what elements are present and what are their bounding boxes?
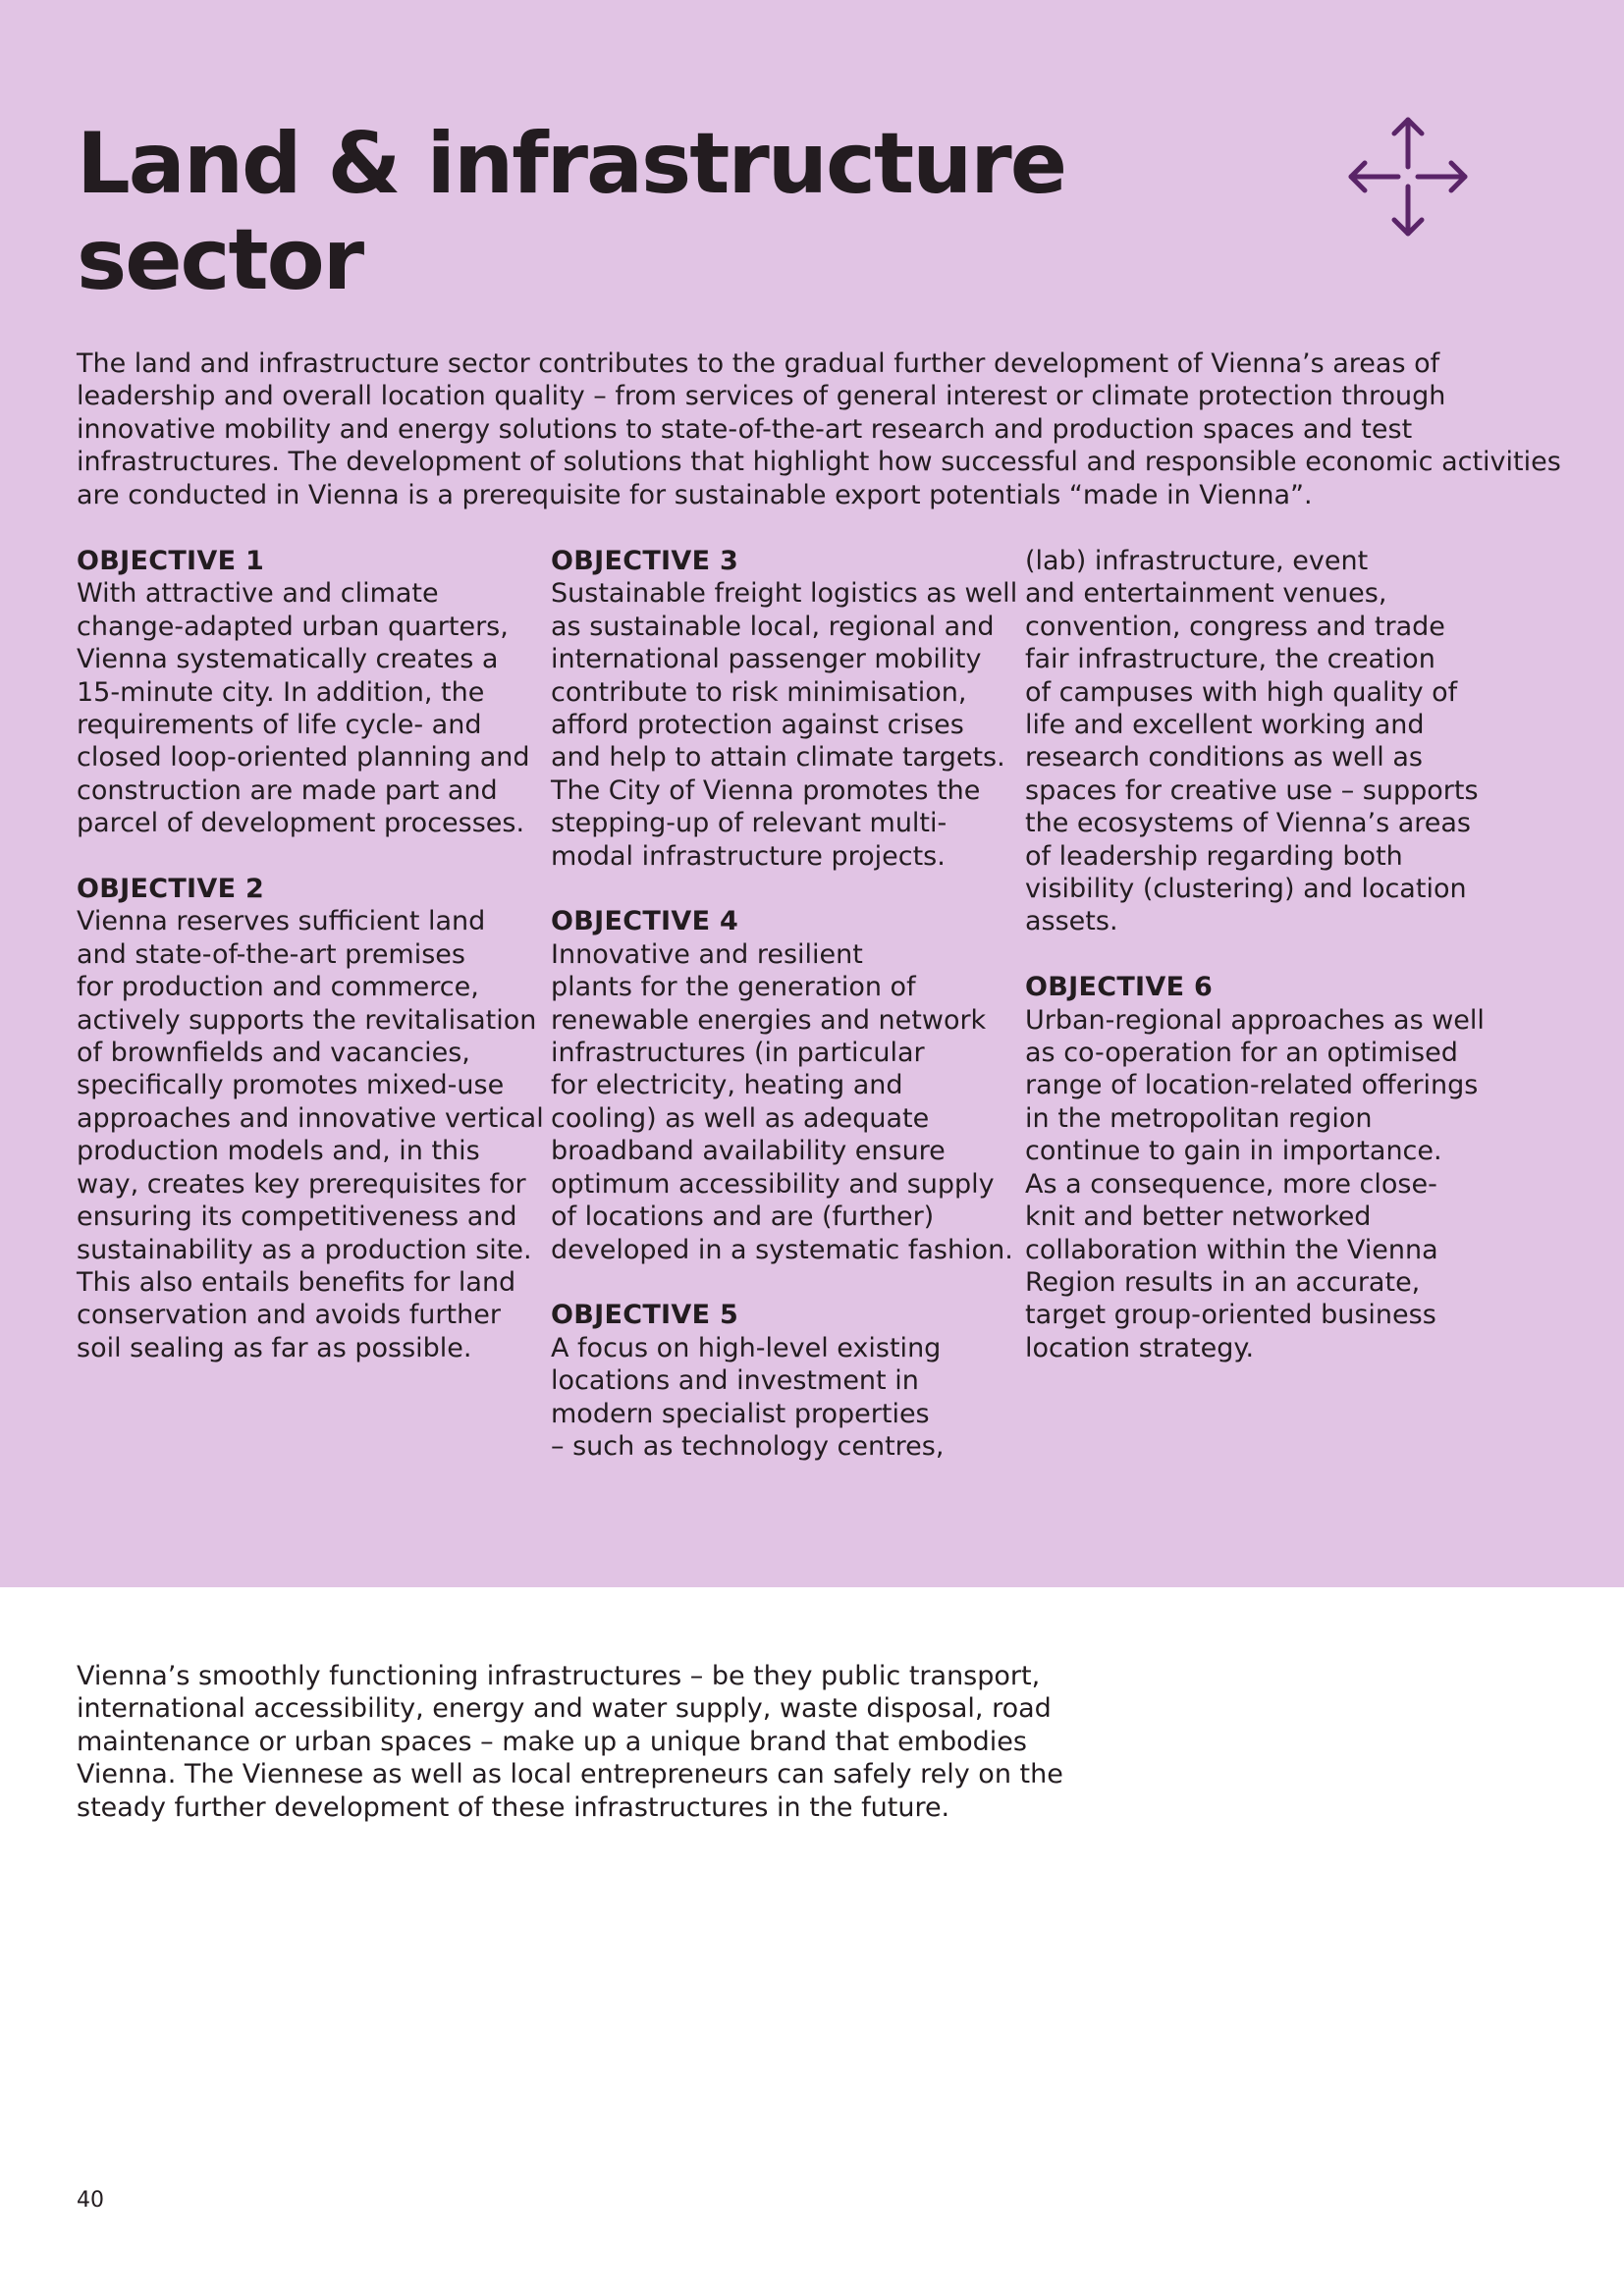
objective-1 (77, 545, 528, 840)
page-number: 40 (77, 2188, 104, 2213)
objective-text-line: for electricity, heating and (551, 1070, 903, 1101)
intro-line: leadership and overall location quality – from services of general interest or climate protection through (77, 381, 1446, 412)
objective-text-line: – such as technology centres, (551, 1430, 945, 1462)
objective-text-line: construction are made part and (77, 774, 498, 806)
objective-text-line: A focus on high-level existing (551, 1332, 942, 1363)
objective-text-line: research conditions as well as (1025, 742, 1423, 774)
objective-text-line: renewable energies and network (551, 1004, 987, 1036)
objective-text-line: modal infrastructure projects. (551, 840, 946, 872)
objective-text-line: The City of Vienna promotes the (551, 774, 981, 806)
objective-text-line: location strategy. (1025, 1332, 1255, 1363)
closing-line: maintenance or urban spaces – make up a unique brand that embodies (77, 1726, 1027, 1757)
objective-text-line: as sustainable local, regional and (551, 611, 995, 642)
objective-text-line: soil sealing as far as possible. (77, 1332, 472, 1363)
objective-text-line: As a consequence, more close- (1025, 1168, 1437, 1200)
objective-heading: OBJECTIVE 6 (1025, 972, 1214, 1003)
objective-text-line: requirements of life cycle- and (77, 710, 482, 741)
objective-text-line: approaches and innovative vertical (77, 1102, 544, 1134)
objective-text-line: conservation and avoids further (77, 1300, 501, 1331)
objective-text-line: 15-minute city. In addition, the (77, 676, 485, 708)
objective-text-line: (lab) infrastructure, event (1025, 546, 1369, 576)
objective-heading: OBJECTIVE 4 (551, 906, 739, 937)
four-way-arrows-icon (1345, 114, 1471, 240)
objective-text-line: of leadership regarding both (1025, 840, 1403, 872)
objective-text-line: and state-of-the-art premises (77, 938, 465, 970)
objective-text-line: of brownfields and vacancies, (77, 1038, 470, 1069)
objective-text-line: convention, congress and trade (1025, 611, 1445, 642)
closing-line: international accessibility, energy and water supply, waste disposal, road (77, 1693, 1052, 1725)
objective-heading: OBJECTIVE 2 (77, 874, 265, 905)
objective-text-line: broadband availability ensure (551, 1136, 946, 1167)
objective-text-line: With attractive and climate (77, 578, 439, 610)
objective-text-line: in the metropolitan region (1025, 1102, 1373, 1134)
closing-line: Vienna. The Viennese as well as local entrepreneurs can safely rely on the (77, 1759, 1063, 1790)
objective-text-line: change-adapted urban quarters, (77, 611, 509, 642)
objective-text-line: specifically promotes mixed-use (77, 1070, 505, 1101)
objective-text-line: life and excellent working and (1025, 710, 1425, 741)
objective-text-line: and help to attain climate targets. (551, 742, 1005, 774)
objective-text-line: modern specialist properties (551, 1398, 930, 1429)
objective-6 (1025, 971, 1485, 1364)
closing-line: Vienna’s smoothly functioning infrastructures – be they public transport, (77, 1661, 1041, 1691)
objectives-column-2 (551, 545, 1018, 1496)
objective-text-line: and entertainment venues, (1025, 578, 1387, 610)
objective-4 (551, 905, 1013, 1265)
objective-text-line: the ecosystems of Vienna’s areas (1025, 808, 1472, 839)
objective-text-line: afford protection against crises (551, 710, 964, 741)
objective-text-line: parcel of development processes. (77, 808, 525, 839)
objective-text-line: visibility (clustering) and location (1025, 874, 1467, 905)
intro-paragraph (77, 347, 1561, 511)
objective-heading: OBJECTIVE 3 (551, 546, 739, 576)
closing-paragraph (77, 1660, 1063, 1824)
title-line: sector (77, 211, 363, 309)
objective-text-line: for production and commerce, (77, 972, 479, 1003)
objective-text-line: production models and, in this (77, 1136, 480, 1167)
objective-text-line: target group-oriented business (1025, 1300, 1436, 1331)
objective-text-line: This also entails benefits for land (77, 1266, 516, 1298)
objectives-column-1 (77, 545, 544, 1398)
objective-text-line: knit and better networked (1025, 1201, 1372, 1233)
objective-text-line: as co-operation for an optimised (1025, 1038, 1458, 1069)
objective-text-line: sustainability as a production site. (77, 1234, 532, 1265)
page-title (77, 116, 1206, 308)
objective-text-line: range of location-related offerings (1025, 1070, 1479, 1101)
objective-text-line: of campuses with high quality of (1025, 676, 1458, 708)
objective-text-line: optimum accessibility and supply (551, 1168, 995, 1200)
objective-text-line: ensuring its competitiveness and (77, 1201, 517, 1233)
objective-heading: OBJECTIVE 1 (77, 546, 265, 576)
objective-text-line: assets. (1025, 906, 1118, 937)
objective-text-line: continue to gain in importance. (1025, 1136, 1442, 1167)
objective-text-line: locations and investment in (551, 1365, 919, 1397)
objective-text-line: stepping-up of relevant multi- (551, 808, 947, 839)
objective-text-line: fair infrastructure, the creation (1025, 644, 1435, 675)
objective-text-line: developed in a systematic fashion. (551, 1234, 1013, 1265)
objective-text-line: spaces for creative use – supports (1025, 774, 1479, 806)
objective-heading: OBJECTIVE 5 (551, 1300, 739, 1331)
objective-text-line: Sustainable freight logistics as well (551, 578, 1018, 610)
objective-5-continued (1025, 545, 1477, 938)
objective-text-line: Innovative and resilient (551, 938, 863, 970)
intro-line: infrastructures. The development of solutions that highlight how successful and responsible economic activities (77, 447, 1561, 478)
intro-line: are conducted in Vienna is a prerequisite for sustainable export potentials “made in Vienna”. (77, 479, 1313, 510)
objective-text-line: international passenger mobility (551, 644, 982, 675)
intro-line: The land and infrastructure sector contributes to the gradual further development of Vienna’s areas of (77, 348, 1440, 379)
objective-5 (551, 1299, 1002, 1463)
closing-line: steady further development of these infrastructures in the future. (77, 1791, 950, 1823)
objective-text-line: actively supports the revitalisation (77, 1004, 537, 1036)
objective-text-line: collaboration within the Vienna (1025, 1234, 1438, 1265)
objectives-column-3 (1025, 545, 1485, 1398)
objective-text-line: Vienna systematically creates a (77, 644, 499, 675)
intro-line: innovative mobility and energy solutions to state-of-the-art research and production spaces and test (77, 413, 1413, 445)
objective-text-line: closed loop-oriented planning and (77, 742, 530, 774)
objective-text-line: Urban-regional approaches as well (1025, 1004, 1485, 1036)
objective-text-line: way, creates key prerequisites for (77, 1168, 526, 1200)
objective-text-line: Region results in an accurate, (1025, 1266, 1421, 1298)
objective-text-line: plants for the generation of (551, 972, 916, 1003)
objective-text-line: of locations and are (further) (551, 1201, 935, 1233)
objective-3 (551, 545, 1018, 873)
objective-text-line: cooling) as well as adequate (551, 1102, 930, 1134)
objective-text-line: Vienna reserves sufficient land (77, 906, 486, 937)
objective-2 (77, 873, 544, 1364)
title-line: Land & infrastructure (77, 115, 1066, 213)
objective-text-line: contribute to risk minimisation, (551, 676, 967, 708)
objective-text-line: infrastructures (in particular (551, 1038, 925, 1069)
